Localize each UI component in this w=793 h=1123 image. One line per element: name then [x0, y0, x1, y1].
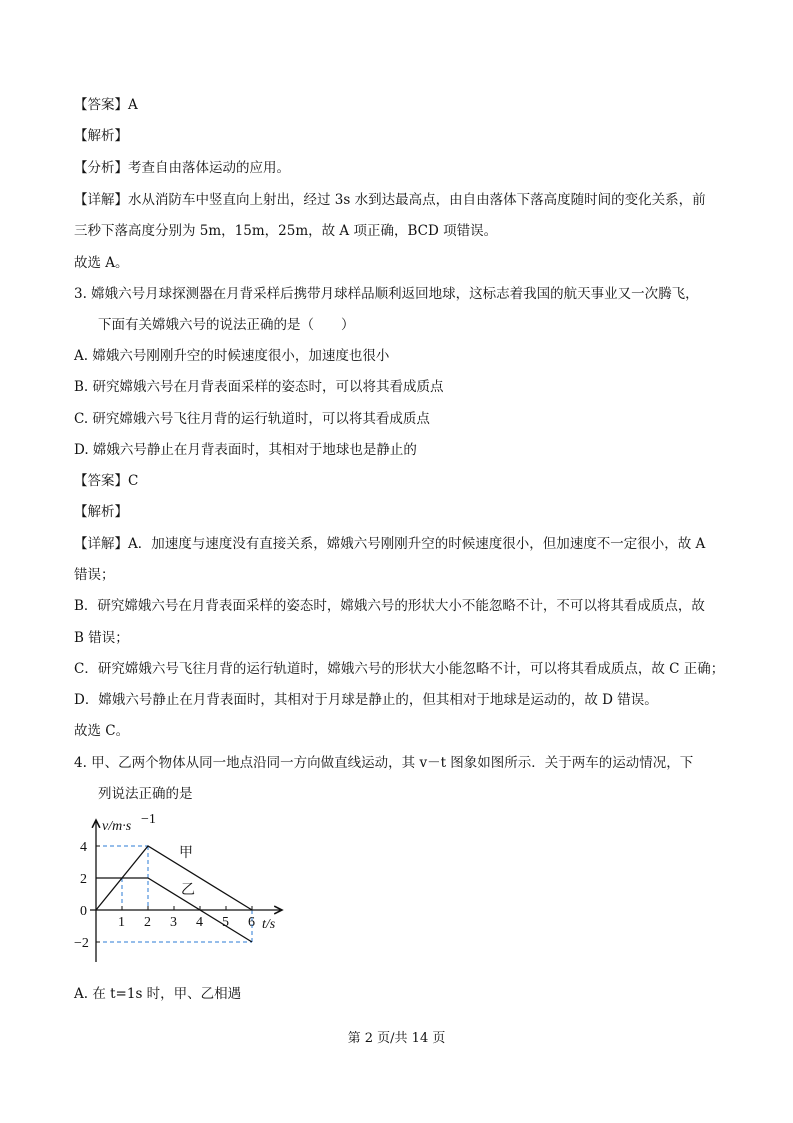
label-yi: 乙: [181, 883, 195, 898]
answer-line: 【答案】C: [74, 473, 139, 489]
detail-line: 错误；: [74, 567, 115, 583]
analysis-line: 【分析】考查自由落体运动的应用。: [74, 160, 290, 176]
x-tick-label: 2: [144, 915, 151, 930]
x-tick-label: 6: [248, 915, 255, 930]
analysis-heading: 【解析】: [74, 128, 128, 144]
detail-line: 【详解】水从消防车中竖直向上射出，经过 3s 水到达最高点，由自由落体下落高度随时间的变化关系，前: [74, 192, 706, 208]
x-tick-label: 3: [170, 915, 177, 930]
question-3-cont: 下面有关嫦娥六号的说法正确的是（ ）: [98, 317, 355, 333]
question-4-cont: 列说法正确的是: [98, 786, 193, 802]
detail-line: 【详解】A．加速度与速度没有直接关系，嫦娥六号刚刚升空的时候速度很小，但加速度不一定很小，故 A: [74, 536, 706, 552]
vt-graph: [74, 812, 289, 972]
detail-line: 三秒下落高度分别为 5m，15m，25m，故 A 项正确，BCD 项错误。: [74, 223, 498, 239]
option-d: D. 嫦娥六号静止在月背表面时，其相对于地球也是静止的: [74, 442, 417, 458]
y-tick-label: −2: [74, 936, 89, 951]
choice-line: 故选 A。: [74, 255, 129, 271]
y-axis-label-exp: −1: [141, 812, 156, 827]
page-footer: 第 2 页/共 14 页: [347, 1031, 446, 1046]
y-axis-label: v/m·s: [102, 819, 132, 834]
option-b: B. 研究嫦娥六号在月背表面采样的姿态时，可以将其看成质点: [74, 379, 444, 395]
x-tick-label: 4: [196, 915, 203, 930]
question-3: 3. 嫦娥六号月球探测器在月背采样后携带月球样品顺利返回地球，这标志着我国的航天事业又一次腾飞，: [74, 286, 699, 302]
option-a-q4: A. 在 t=1s 时，甲、乙相遇: [74, 986, 242, 1002]
choice-line: 故选 C。: [74, 723, 130, 739]
answer-line: 【答案】A: [74, 97, 138, 113]
option-c: C. 研究嫦娥六号飞往月背的运行轨道时，可以将其看成质点: [74, 411, 430, 427]
x-tick-label: 1: [118, 915, 125, 930]
y-tick-label: 0: [80, 904, 87, 919]
detail-line: D．嫦娥六号静止在月背表面时，其相对于月球是静止的，但其相对于地球是运动的，故 D 错误。: [74, 692, 658, 708]
option-a: A. 嫦娥六号刚刚升空的时候速度很小，加速度也很小: [74, 348, 390, 364]
label-jia: 甲: [179, 846, 193, 861]
detail-line: B 错误；: [74, 630, 129, 646]
x-tick-label: 5: [222, 915, 229, 930]
y-tick-label: 2: [80, 872, 87, 887]
detail-line: C．研究嫦娥六号飞往月背的运行轨道时，嫦娥六号的形状大小能忽略不计，可以将其看成质点，故 C 正确；: [74, 661, 725, 677]
analysis-heading: 【解析】: [74, 504, 128, 520]
y-tick-label: 4: [80, 840, 87, 855]
x-axis-label: t/s: [262, 917, 276, 932]
detail-line: B．研究嫦娥六号在月背表面采样的姿态时，嫦娥六号的形状大小不能忽略不计，不可以将其看成质点，故: [74, 598, 705, 614]
question-4: 4. 甲、乙两个物体从同一地点沿同一方向做直线运动，其 v－t 图象如图所示．关于两车的运动情况，下: [74, 755, 694, 771]
